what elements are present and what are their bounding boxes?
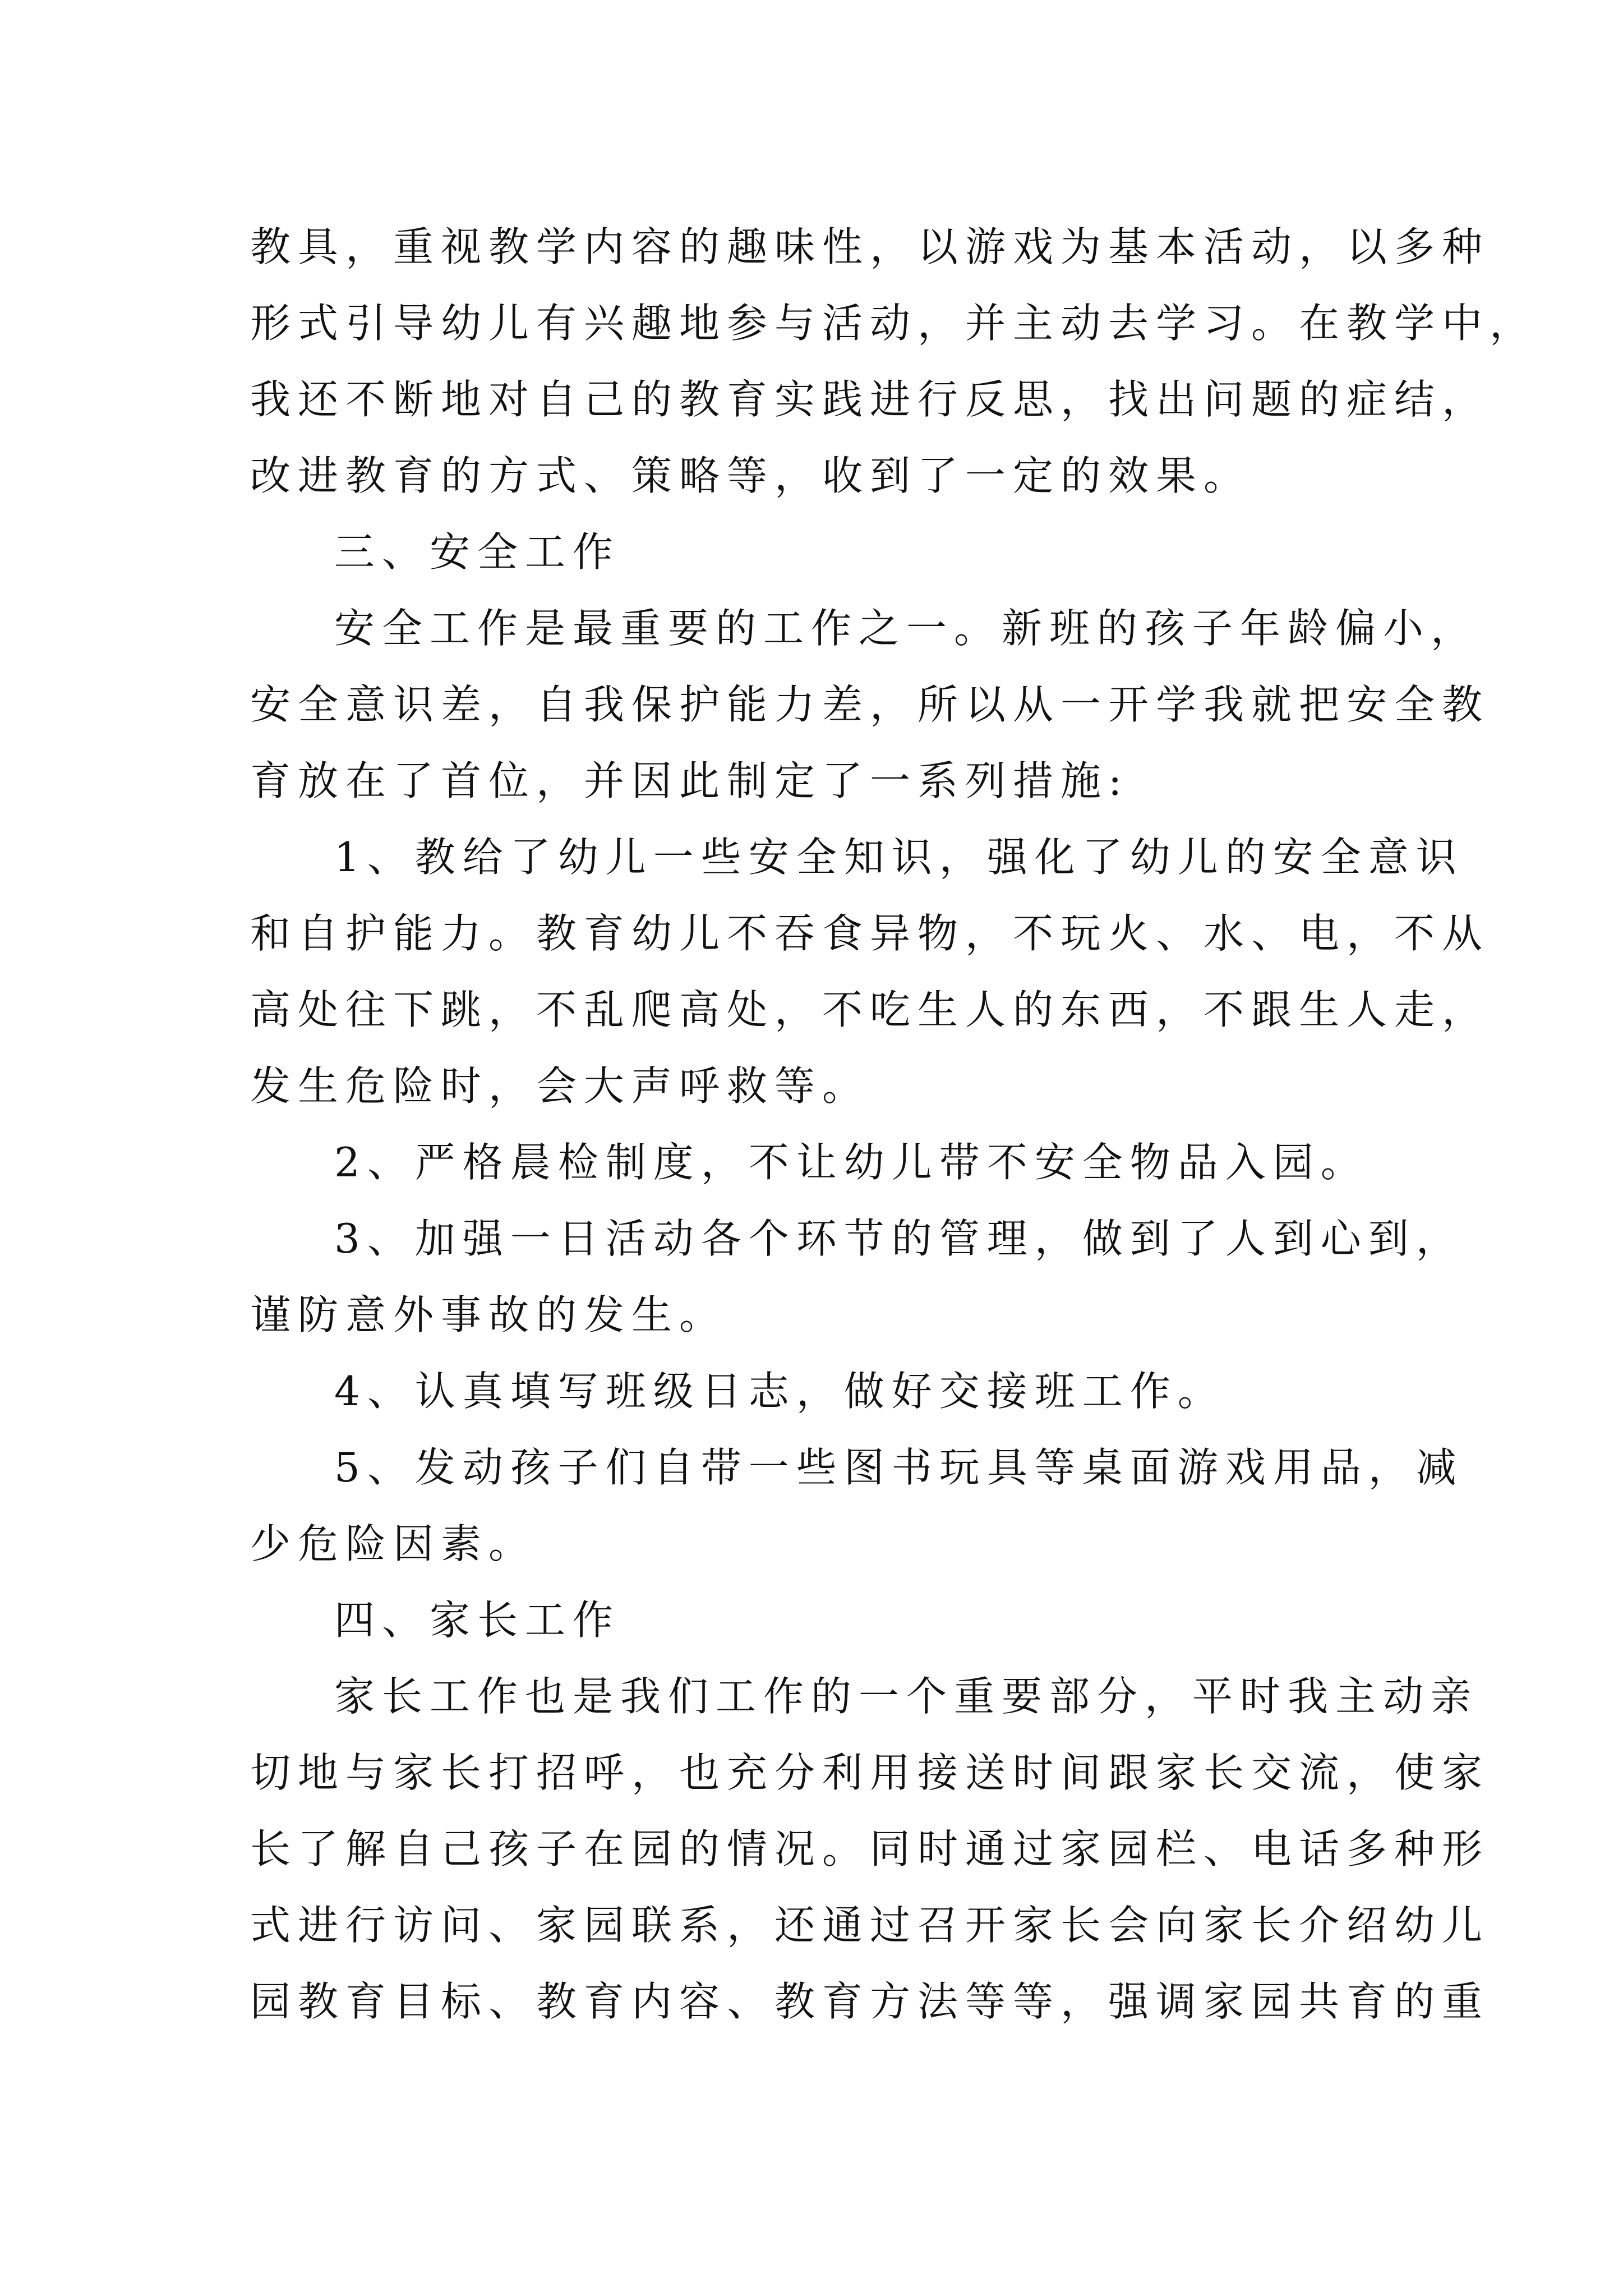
list-item-line: 1、教给了幼儿一些安全知识，强化了幼儿的安全意识 (334, 834, 1464, 881)
list-item-line: 发生危险时，会大声呼救等。 (250, 1062, 870, 1110)
paragraph-line: 安全工作是最重要的工作之一。新班的孩子年龄偏小， (334, 605, 1479, 652)
list-item-line: 少危险因素。 (250, 1520, 537, 1567)
paragraph-line: 安全意识差，自我保护能力差，所以从一开学我就把安全教 (250, 681, 1490, 728)
paragraph-line: 园教育目标、教育内容、教育方法等等，强调家园共育的重 (250, 1978, 1490, 2025)
list-item-line: 4、认真填写班级日志，做好交接班工作。 (334, 1368, 1225, 1415)
paragraph-line: 改进教育的方式、策略等，收到了一定的效果。 (250, 452, 1252, 499)
list-item-line: 和自护能力。教育幼儿不吞食异物，不玩火、水、电，不从 (250, 910, 1490, 957)
paragraph-line: 切地与家长打招呼，也充分利用接送时间跟家长交流，使家 (250, 1749, 1490, 1796)
list-item-line: 3、加强一日活动各个环节的管理，做到了人到心到， (334, 1215, 1464, 1262)
paragraph-line: 我还不断地对自己的教育实践进行反思，找出问题的症结， (250, 376, 1490, 423)
document-body (250, 209, 1538, 2040)
paragraph-line: 育放在了首位，并因此制定了一系列措施: (250, 757, 1129, 804)
paragraph-line: 长了解自己孩子在园的情况。同时通过家园栏、电话多种形 (250, 1825, 1490, 1872)
list-item-line: 高处往下跳，不乱爬高处，不吃生人的东西，不跟生人走， (250, 986, 1490, 1033)
paragraph-line: 家长工作也是我们工作的一个重要部分，平时我主动亲 (334, 1673, 1479, 1720)
section-heading-parents: 四、家长工作 (334, 1596, 621, 1644)
list-item-line: 谨防意外事故的发生。 (250, 1291, 727, 1338)
paragraph-line: 式进行访问、家园联系，还通过召开家长会向家长介绍幼儿 (250, 1902, 1490, 1949)
list-item-line: 5、发动孩子们自带一些图书玩具等桌面游戏用品，减 (334, 1444, 1464, 1491)
section-heading-safety: 三、安全工作 (334, 528, 621, 576)
paragraph-line: 形式引导幼儿有兴趣地参与活动，并主动去学习。在教学中， (250, 300, 1538, 347)
list-item-line: 2、严格晨检制度，不让幼儿带不安全物品入园。 (334, 1139, 1368, 1186)
paragraph-line: 教具，重视教学内容的趣味性，以游戏为基本活动，以多种 (250, 223, 1490, 270)
